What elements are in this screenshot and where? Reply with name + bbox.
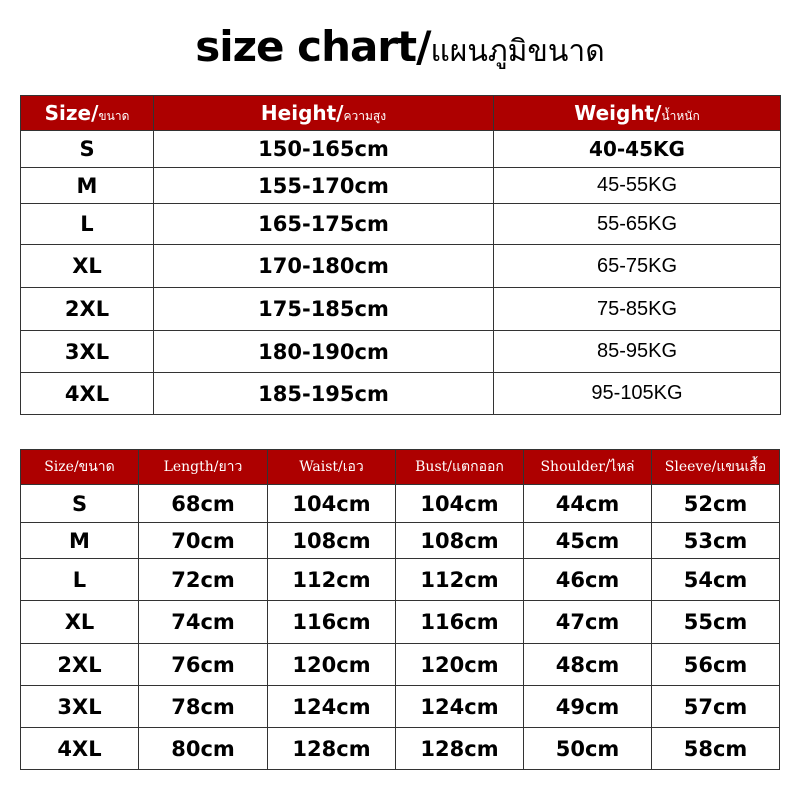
weight-cell: 65-75KG <box>494 245 781 288</box>
weight-cell: 45-55KG <box>494 168 781 204</box>
table-row <box>21 523 780 559</box>
weight-cell: 85-95KG <box>494 331 781 373</box>
header-shoulder: Shoulder/ไหล่ <box>524 450 652 485</box>
table-row <box>21 204 781 245</box>
table-header-row <box>21 96 781 131</box>
title-english: size chart/ <box>195 22 431 71</box>
table-row <box>21 559 780 601</box>
sleeve-cell: 52cm <box>652 485 780 523</box>
bust-cell: 104cm <box>396 485 524 523</box>
waist-cell: 108cm <box>268 523 396 559</box>
length-cell: 74cm <box>139 601 268 644</box>
sleeve-cell: 53cm <box>652 523 780 559</box>
length-cell: 76cm <box>139 644 268 686</box>
length-cell: 72cm <box>139 559 268 601</box>
size-cell: 2XL <box>21 288 154 331</box>
shoulder-cell: 50cm <box>524 728 652 770</box>
sleeve-cell: 57cm <box>652 686 780 728</box>
waist-cell: 104cm <box>268 485 396 523</box>
size-cell: 3XL <box>21 331 154 373</box>
table-row <box>21 373 781 415</box>
height-cell: 150-165cm <box>154 131 494 168</box>
table-row <box>21 601 780 644</box>
size-cell: S <box>21 485 139 523</box>
weight-cell: 55-65KG <box>494 204 781 245</box>
bust-cell: 128cm <box>396 728 524 770</box>
header-length: Length/ยาว <box>139 450 268 485</box>
height-weight-table <box>20 95 781 415</box>
weight-cell: 75-85KG <box>494 288 781 331</box>
shoulder-cell: 47cm <box>524 601 652 644</box>
sleeve-cell: 56cm <box>652 644 780 686</box>
height-cell: 180-190cm <box>154 331 494 373</box>
shoulder-cell: 46cm <box>524 559 652 601</box>
height-cell: 165-175cm <box>154 204 494 245</box>
size-cell: L <box>21 204 154 245</box>
height-cell: 155-170cm <box>154 168 494 204</box>
waist-cell: 128cm <box>268 728 396 770</box>
table-row <box>21 288 781 331</box>
header-height: Height/ความสูง <box>154 96 494 131</box>
bust-cell: 112cm <box>396 559 524 601</box>
shoulder-cell: 45cm <box>524 523 652 559</box>
header-size: Size/ขนาด <box>21 96 154 131</box>
length-cell: 80cm <box>139 728 268 770</box>
shoulder-cell: 48cm <box>524 644 652 686</box>
waist-cell: 112cm <box>268 559 396 601</box>
size-cell: S <box>21 131 154 168</box>
bust-cell: 124cm <box>396 686 524 728</box>
size-cell: 3XL <box>21 686 139 728</box>
size-cell: M <box>21 523 139 559</box>
table-row <box>21 245 781 288</box>
length-cell: 70cm <box>139 523 268 559</box>
waist-cell: 120cm <box>268 644 396 686</box>
table-row <box>21 485 780 523</box>
title-thai: แผนภูมิขนาด <box>430 34 605 69</box>
size-cell: 2XL <box>21 644 139 686</box>
waist-cell: 116cm <box>268 601 396 644</box>
bust-cell: 116cm <box>396 601 524 644</box>
garment-measurements-table <box>20 449 780 770</box>
table-row <box>21 168 781 204</box>
table-row <box>21 686 780 728</box>
sleeve-cell: 54cm <box>652 559 780 601</box>
shoulder-cell: 49cm <box>524 686 652 728</box>
length-cell: 68cm <box>139 485 268 523</box>
length-cell: 78cm <box>139 686 268 728</box>
size-cell: XL <box>21 245 154 288</box>
header-weight: Weight/น้ำหนัก <box>494 96 781 131</box>
table-row <box>21 728 780 770</box>
height-cell: 185-195cm <box>154 373 494 415</box>
page-title <box>0 22 800 75</box>
height-cell: 175-185cm <box>154 288 494 331</box>
header-bust: Bust/แตกออก <box>396 450 524 485</box>
table-row <box>21 331 781 373</box>
header-size: Size/ขนาด <box>21 450 139 485</box>
height-cell: 170-180cm <box>154 245 494 288</box>
sleeve-cell: 55cm <box>652 601 780 644</box>
bust-cell: 108cm <box>396 523 524 559</box>
bust-cell: 120cm <box>396 644 524 686</box>
header-sleeve: Sleeve/แขนเสื้อ <box>652 450 780 485</box>
shoulder-cell: 44cm <box>524 485 652 523</box>
size-cell: M <box>21 168 154 204</box>
header-waist: Waist/เอว <box>268 450 396 485</box>
table-header-row <box>21 450 780 485</box>
size-cell: 4XL <box>21 373 154 415</box>
size-cell: L <box>21 559 139 601</box>
size-cell: 4XL <box>21 728 139 770</box>
waist-cell: 124cm <box>268 686 396 728</box>
weight-cell: 40-45KG <box>494 131 781 168</box>
table-row <box>21 644 780 686</box>
table-row <box>21 131 781 168</box>
sleeve-cell: 58cm <box>652 728 780 770</box>
size-cell: XL <box>21 601 139 644</box>
weight-cell: 95-105KG <box>494 373 781 415</box>
